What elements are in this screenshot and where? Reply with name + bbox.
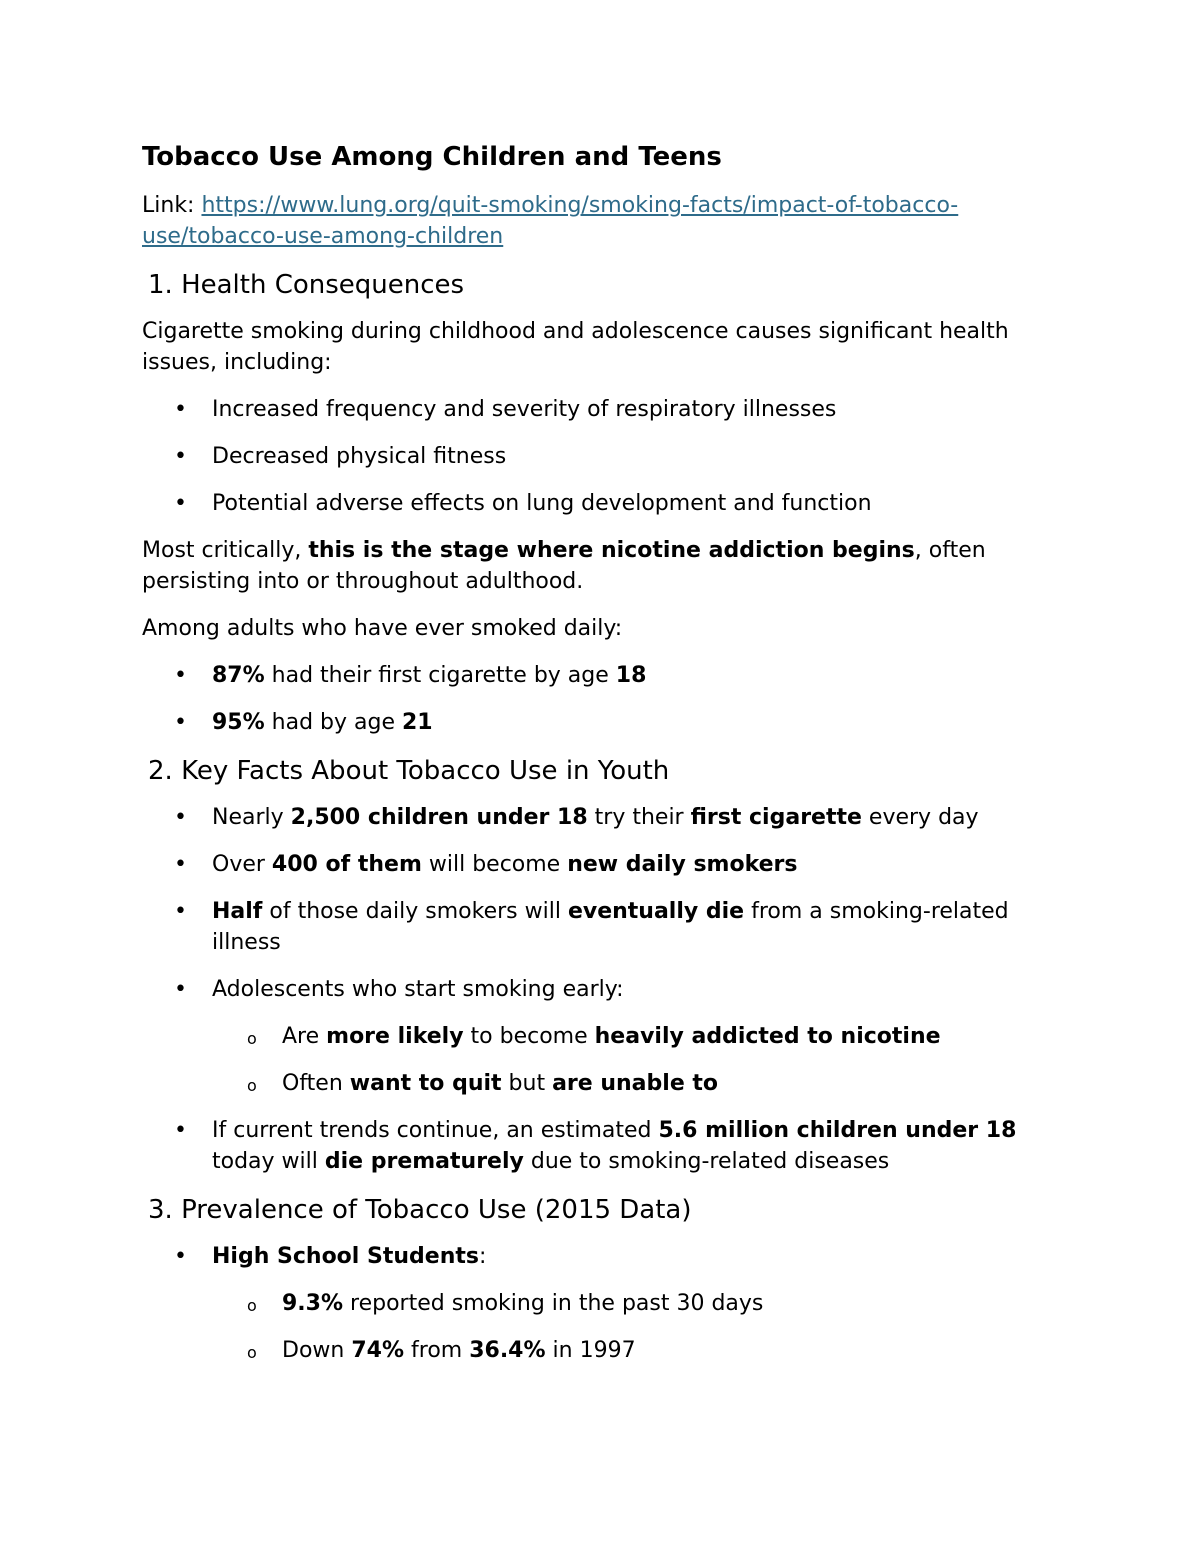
list-item-text: [212, 1244, 486, 1269]
list-item-text: [282, 1024, 941, 1049]
text-run: but: [501, 1071, 553, 1096]
text-run: reported smoking in the past 30 days: [343, 1291, 764, 1316]
text-run: :: [478, 1244, 487, 1269]
text-run: Most critically,: [142, 538, 309, 563]
source-link[interactable]: https://www.lung.org/quit-smoking/smoking-facts/impact-of-tobacco-use/tobacco-use-among-children: [142, 193, 959, 249]
list-item: [142, 441, 1062, 472]
text-run: due to smoking-related diseases: [523, 1149, 890, 1174]
list-item: [142, 660, 1062, 691]
text-run: from a smoking-related illness: [212, 899, 1009, 955]
list-item-text: [212, 710, 433, 735]
sub-list-item: [212, 1068, 1062, 1099]
critical-paragraph: [142, 535, 1062, 597]
emphasis-text: 21: [402, 710, 433, 735]
emphasis-text: want to quit: [349, 1071, 502, 1096]
sub-bullet-icon: o: [247, 1029, 257, 1048]
text-run: had their first cigarette by age: [264, 663, 616, 688]
section-heading-prevalence: 3. Prevalence of Tobacco Use (2015 Data): [148, 1195, 692, 1225]
emphasis-text: first cigarette: [690, 805, 862, 830]
list-item-text: Decreased physical fitness: [212, 444, 507, 469]
emphasis-text: heavily addicted to nicotine: [594, 1024, 941, 1049]
bullet-icon: •: [174, 899, 187, 924]
bullet-icon: •: [174, 397, 187, 422]
list-item-text: [212, 805, 979, 830]
emphasis-text: eventually die: [567, 899, 745, 924]
text-run: in 1997: [545, 1338, 636, 1363]
emphasis-text: 400 of them: [271, 852, 422, 877]
list-item-text: Increased frequency and severity of respiratory illnesses: [212, 397, 837, 422]
bullet-icon: •: [174, 977, 187, 1002]
list-item: [142, 1241, 1062, 1366]
sub-bullet-icon: o: [247, 1296, 257, 1315]
link-label: Link:: [142, 193, 202, 218]
text-run: Over: [212, 852, 272, 877]
list-item: [142, 394, 1062, 425]
document-page: [142, 140, 1062, 1382]
link-line: [142, 190, 1062, 252]
health-intro: Cigarette smoking during childhood and adolescence causes significant health issues, including:: [142, 319, 1009, 375]
bullet-icon: •: [174, 1118, 187, 1143]
text-run: of those daily smokers will: [262, 899, 568, 924]
emphasis-text: 9.3%: [282, 1291, 344, 1316]
list-item: [142, 849, 1062, 880]
bullet-icon: •: [174, 710, 187, 735]
emphasis-text: High School Students: [212, 1244, 479, 1269]
emphasis-text: 36.4%: [469, 1338, 546, 1363]
text-run: Down: [282, 1338, 352, 1363]
list-item-text: Adolescents who start smoking early:: [212, 977, 624, 1002]
emphasis-text: 87%: [212, 663, 265, 688]
emphasis-text: Half: [212, 899, 263, 924]
document-title: Tobacco Use Among Children and Teens: [142, 142, 722, 172]
emphasis-text: 74%: [351, 1338, 405, 1363]
key-facts-bullet-list: [142, 802, 1062, 1177]
list-item: [142, 1115, 1062, 1177]
text-run: had by age: [264, 710, 402, 735]
text-run: If current trends continue, an estimated: [212, 1118, 659, 1143]
sub-list-item: [212, 1335, 1062, 1366]
section-heading-health: 1. Health Consequences: [148, 270, 465, 300]
text-run: Nearly: [212, 805, 291, 830]
emphasis-text: are unable to: [552, 1071, 719, 1096]
list-item: [142, 974, 1062, 1099]
list-item: [142, 707, 1062, 738]
text-run: , often persisting into or throughout adulthood.: [142, 538, 986, 594]
text-run: from: [404, 1338, 470, 1363]
list-item-text: [212, 1118, 1016, 1174]
list-item: [142, 896, 1062, 958]
bullet-icon: •: [174, 1244, 187, 1269]
emphasis-text: 95%: [212, 710, 265, 735]
prevalence-bullet-list: [142, 1241, 1062, 1366]
bullet-icon: •: [174, 805, 187, 830]
text-run: try their: [587, 805, 691, 830]
emphasis-text: 2,500 children under 18: [290, 805, 588, 830]
early-smokers-sub-list: [212, 1021, 1062, 1099]
list-item-text: [282, 1338, 636, 1363]
text-run: to become: [463, 1024, 595, 1049]
list-item-text: Potential adverse effects on lung development and function: [212, 491, 872, 516]
text-run: will become: [421, 852, 568, 877]
bullet-icon: •: [174, 444, 187, 469]
bullet-icon: •: [174, 852, 187, 877]
list-item: [142, 802, 1062, 833]
emphasis-text: 5.6 million children under 18: [658, 1118, 1017, 1143]
high-school-sub-list: [212, 1288, 1062, 1366]
text-run: every day: [861, 805, 979, 830]
bullet-icon: •: [174, 663, 187, 688]
list-item-text: [212, 663, 646, 688]
emphasis-text: this is the stage where nicotine addiction begins: [308, 538, 915, 563]
health-bullet-list: [142, 394, 1062, 519]
sub-list-item: [212, 1288, 1062, 1319]
list-item-text: [212, 899, 1009, 955]
section-heading-key-facts: 2. Key Facts About Tobacco Use in Youth: [148, 756, 670, 786]
text-run: Often: [282, 1071, 350, 1096]
sub-bullet-icon: o: [247, 1076, 257, 1095]
list-item: [142, 488, 1062, 519]
emphasis-text: die prematurely: [324, 1149, 524, 1174]
emphasis-text: 18: [615, 663, 647, 688]
bullet-icon: •: [174, 491, 187, 516]
among-adults-paragraph: Among adults who have ever smoked daily:: [142, 616, 623, 641]
text-run: Are: [282, 1024, 327, 1049]
sub-list-item: [212, 1021, 1062, 1052]
stats-bullet-list: [142, 660, 1062, 738]
list-item-text: [282, 1071, 718, 1096]
emphasis-text: new daily smokers: [567, 852, 798, 877]
text-run: today will: [212, 1149, 325, 1174]
emphasis-text: more likely: [326, 1024, 464, 1049]
list-item-text: [212, 852, 798, 877]
list-item-text: [282, 1291, 763, 1316]
sub-bullet-icon: o: [247, 1343, 257, 1362]
